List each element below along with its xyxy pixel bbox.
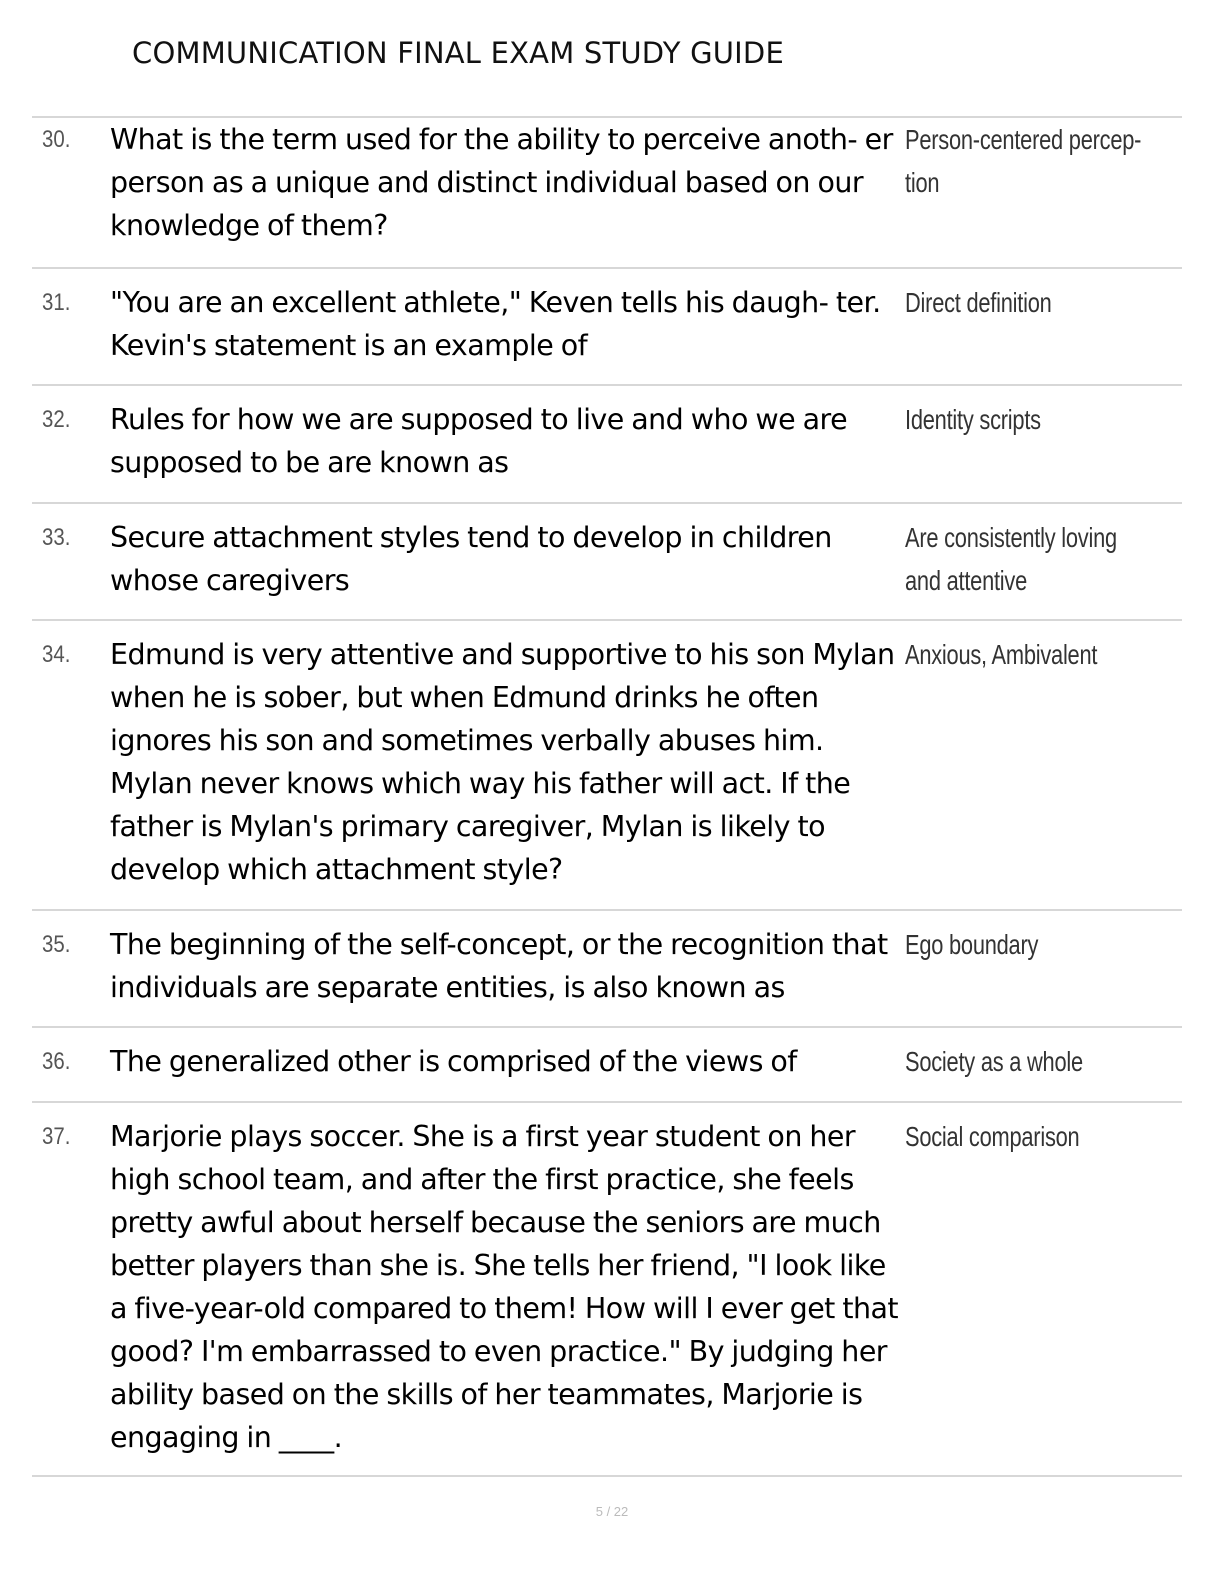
question-text: Marjorie plays soccer. She is a first year student on her high school team, and after the first practice, she feels pretty awful about herself because the seniors are much better players than she is. She tells her friend, "I look like a five-year-old compared to them! How will I ever get that good? I'm embarrassed to even practice." By judging her ability based on the skills of her teammates, Marjorie is engaging in ____.	[110, 1120, 898, 1454]
answer-text: Are consistently loving and attentive	[905, 522, 1117, 596]
question-number: 34.	[42, 641, 71, 668]
qa-list	[32, 116, 1182, 1477]
question-number: 33.	[42, 524, 71, 551]
list-item	[32, 116, 1182, 267]
list-item	[32, 1101, 1182, 1477]
question-text: "You are an excellent athlete," Keven tells his daugh- ter. Kevin's statement is an example of	[110, 286, 881, 362]
list-item	[32, 909, 1182, 1026]
answer-text: Ego boundary	[905, 929, 1039, 960]
answer-text: Direct definition	[905, 287, 1052, 318]
question-text: Secure attachment styles tend to develop in children whose caregivers	[110, 521, 832, 597]
list-item	[32, 502, 1182, 619]
question-number: 35.	[42, 931, 71, 958]
page-number: 5 / 22	[595, 1504, 629, 1519]
answer-text: Person-centered percep- tion	[905, 124, 1142, 198]
answer-text: Society as a whole	[905, 1046, 1083, 1077]
question-text: What is the term used for the ability to perceive anoth- er person as a unique and distinct individual based on our knowledge of them?	[110, 123, 893, 242]
question-number: 36.	[42, 1048, 71, 1075]
answer-text: Identity scripts	[905, 404, 1041, 435]
list-item	[32, 267, 1182, 384]
question-number: 32.	[42, 406, 71, 433]
question-text: The beginning of the self-concept, or the recognition that individuals are separate entities, is also known as	[110, 928, 888, 1004]
page-title: COMMUNICATION FINAL EXAM STUDY GUIDE	[132, 36, 784, 70]
list-item	[32, 619, 1182, 909]
question-number: 30.	[42, 126, 71, 153]
list-item	[32, 384, 1182, 502]
question-text: Edmund is very attentive and supportive to his son Mylan when he is sober, but when Edmund drinks he often ignores his son and sometimes verbally abuses him. Mylan never knows which way his father will act. If the father is Mylan's primary caregiver, Mylan is likely to develop which attachment style?	[110, 638, 895, 886]
answer-text: Anxious, Ambivalent	[905, 639, 1098, 670]
question-number: 31.	[42, 289, 71, 316]
question-number: 37.	[42, 1123, 71, 1150]
list-item	[32, 1026, 1182, 1101]
question-text: Rules for how we are supposed to live and who we are supposed to be are known as	[110, 403, 848, 479]
answer-text: Social comparison	[905, 1121, 1080, 1152]
question-text: The generalized other is comprised of the views of	[110, 1045, 797, 1078]
